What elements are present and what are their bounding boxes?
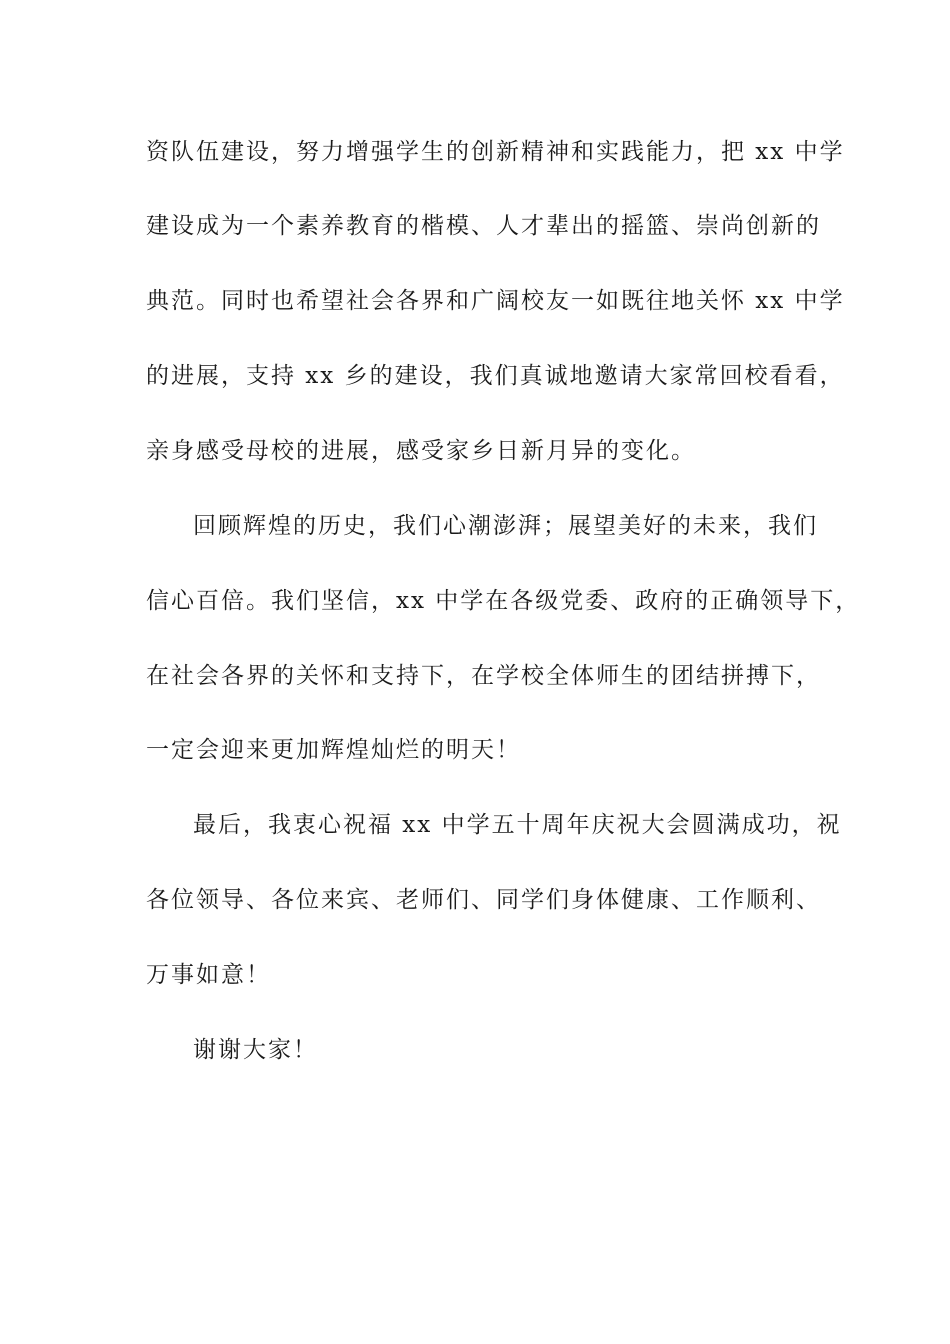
paragraph-first-line: 最后，我衷心祝福 xx 中学五十周年庆祝大会圆满成功，祝	[193, 812, 842, 838]
text-line: 典范。同时也希望社会各界和广阔校友一如既往地关怀 xx 中学	[146, 288, 845, 314]
text-line: 建设成为一个素养教育的楷模、人才辈出的摇篮、崇尚创新的	[146, 213, 821, 239]
text-line: 各位领导、各位来宾、老师们、同学们身体健康、工作顺利、	[146, 887, 821, 913]
text-line: 资队伍建设，努力增强学生的创新精神和实践能力，把 xx 中学	[146, 139, 845, 165]
text-line: 亲身感受母校的进展，感受家乡日新月异的变化。	[146, 438, 696, 464]
text-line: 信心百倍。我们坚信，xx 中学在各级党委、政府的正确领导下，	[146, 588, 861, 614]
text-line: 的进展，支持 xx 乡的建设，我们真诚地邀请大家常回校看看，	[146, 363, 845, 389]
text-line: 万事如意！	[146, 962, 271, 988]
paragraph-first-line: 回顾辉煌的历史，我们心潮澎湃；展望美好的未来，我们	[193, 513, 818, 539]
text-line: 一定会迎来更加辉煌灿烂的明天！	[146, 737, 521, 763]
text-line: 在社会各界的关怀和支持下，在学校全体师生的团结拼搏下，	[146, 663, 821, 689]
closing-line: 谢谢大家！	[193, 1037, 318, 1063]
